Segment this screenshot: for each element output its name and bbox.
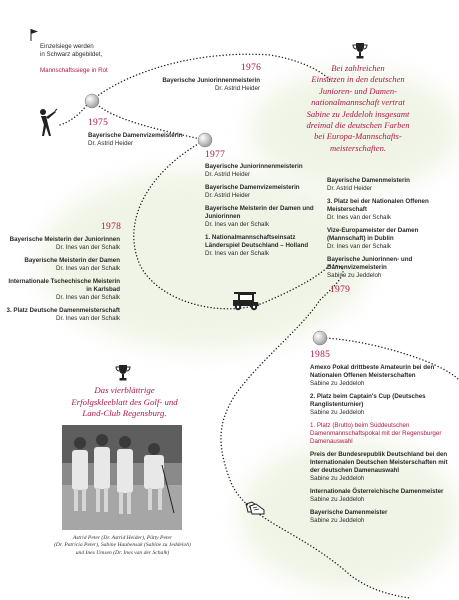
- entry-name: Dr. Astrid Heider: [88, 140, 134, 147]
- year-1979: 1979: [330, 285, 351, 295]
- entry-name: Dr. Ines van der Schalk: [205, 221, 269, 228]
- trophy-icon: [352, 42, 368, 60]
- entry-title: Preis der Bundesrepublik Deutschland bei den Internationalen Deutschen Meisterschaften mit der deutschen Damenauswahl: [310, 451, 448, 474]
- entry-title: Bayerische Damenmeisterin: [327, 177, 410, 184]
- section-1975: [88, 132, 218, 148]
- entry-name: Dr. Ines van der Schalk: [56, 294, 120, 301]
- entry-title: 1. Nationalmannschaftseinsatz Länderspiel Deutschland – Holland: [205, 234, 309, 249]
- quote-line: nationalmannschaft vertrat: [311, 97, 405, 108]
- entry-title: Bayerische Damenmeister: [310, 509, 388, 516]
- golf-cart-icon: [230, 290, 262, 312]
- entry-name: Dr. Astrid Heider: [205, 171, 251, 178]
- entry-name: Dr. Astrid Heider: [205, 192, 251, 199]
- entry-title: Internationale Tschechische Meisterin in Karlsbad: [8, 278, 120, 293]
- entry-name: Dr. Ines van der Schalk: [327, 243, 391, 250]
- entry-name: Dr. Ines van der Schalk: [205, 250, 269, 257]
- entry-name: Sabine zu Jeddeloh: [310, 409, 365, 416]
- entry-name: Dr. Ines van der Schalk: [56, 315, 120, 322]
- entry-title: Bayerische Meisterin der Damen und Juniorinnen: [205, 205, 314, 220]
- caption-line: und Ines Umsen (Dr. Ines van der Schalk): [75, 549, 170, 556]
- caption-line: Astrid Peter (Dr. Astrid Heider), Pätty Peter: [72, 535, 173, 541]
- entry-title: Bayerische Meisterin der Damen: [24, 257, 120, 264]
- section-1977: [205, 163, 317, 263]
- entry-title: Bayerische Juniorinnenmeisterin: [205, 163, 303, 170]
- caption-line: (Dr. Patricia Peter), Sabine Haubensak (Sabine zu Jeddeloh): [54, 542, 191, 549]
- section-1979: [327, 177, 445, 285]
- year-1978: 1978: [101, 222, 122, 232]
- quote-line: meisterschaften.: [329, 142, 387, 153]
- entry-title: Bayerische Juniorinnen- und Damenvizemeisterin: [327, 256, 413, 271]
- year-1975: 1975: [88, 118, 109, 128]
- year-1985: 1985: [310, 350, 331, 360]
- section-1985: [310, 364, 450, 530]
- year-1976: 1976: [241, 63, 262, 73]
- entry-title: 3. Platz bei der Nationalen Offenen Meisterschaft: [327, 198, 429, 213]
- section-1978: [2, 236, 120, 328]
- legend-team-line: Mannschaftssiege in Rot: [40, 67, 108, 74]
- legend: [40, 43, 160, 75]
- entry-title: Bayerische Damenvizemeisterin: [88, 132, 183, 139]
- entry-name: Dr. Ines van der Schalk: [56, 265, 120, 272]
- legend-flag-icon: [29, 28, 39, 47]
- entry-name: Sabine zu Jeddeloh: [327, 272, 382, 279]
- golf-ball-icon: [312, 330, 328, 346]
- entry-title: 3. Platz Deutsche Damenmeisterschaft: [6, 307, 120, 314]
- entry-title: Amexo Pokal drittbeste Amateurin bei den Nationalen Offenen Meisterschaften: [310, 364, 435, 379]
- quote-line: Erfolgskleeblatt des Golf- und: [71, 396, 178, 407]
- entry-name: Sabine zu Jeddeloh: [310, 475, 365, 482]
- quote-line: Das vierblättrige: [94, 385, 155, 395]
- entry-name: Sabine zu Jeddeloh: [310, 496, 365, 503]
- photo-caption: [30, 535, 215, 557]
- entry-name: Sabine zu Jeddeloh: [310, 517, 365, 524]
- entry-title: Bayerische Damenvizemeisterin: [205, 184, 300, 191]
- entry-name: Dr. Ines van der Schalk: [56, 244, 120, 251]
- entry-title: Vize-Europameister der Damen (Mannschaft) in Dublin: [327, 227, 419, 242]
- quote-left: [62, 385, 187, 420]
- entry-name: Dr. Astrid Heider: [214, 85, 260, 92]
- section-1976: [140, 77, 260, 93]
- quote-line: Sabine zu Jeddeloh insgesamt: [306, 108, 410, 119]
- year-1977: 1977: [205, 150, 226, 160]
- entry-name: Sabine zu Jeddeloh: [310, 380, 365, 387]
- entry-name: Dr. Astrid Heider: [327, 185, 373, 192]
- golf-shoes-icon: [244, 500, 266, 516]
- entry-title: 2. Platz beim Captain's Cup (Deutsches Ranglistenturnier): [310, 393, 426, 408]
- quote-line: bei Europa-Mannschafts-: [314, 131, 402, 142]
- quote-line: dreimal die deutschen Farben: [306, 120, 410, 131]
- entry-title: Bayerische Juniorinnenmeisterin: [162, 77, 260, 84]
- entry-title: Bayerische Meisterin der Juniorinnen: [9, 236, 120, 243]
- team-entry: [310, 422, 450, 446]
- team-photo: [62, 425, 182, 530]
- golf-ball-icon: [84, 93, 100, 109]
- legend-line: Einzelsiege werden: [40, 43, 94, 50]
- quote-line: Land-Club Regensburg.: [82, 408, 167, 418]
- quote-line: Bei zahlreichen: [331, 63, 385, 73]
- quote-top: [283, 63, 433, 154]
- quote-line: Junioren- und Damen-: [319, 85, 397, 96]
- legend-line: in Schwarz abgebildet,: [40, 51, 103, 58]
- entry-title: Internationale Österreichische Damenmeister: [310, 488, 444, 495]
- trophy-icon: [115, 364, 131, 382]
- entry-name: Dr. Ines van der Schalk: [327, 214, 391, 221]
- quote-line: Einsätzen in den deutschen: [311, 74, 405, 85]
- entry-title: 1. Platz (Brutto) beim Süddeutschen Damenmannschaftspokal mit der Regensburger Damenauswahl: [310, 422, 442, 445]
- golfer-icon: [33, 108, 59, 138]
